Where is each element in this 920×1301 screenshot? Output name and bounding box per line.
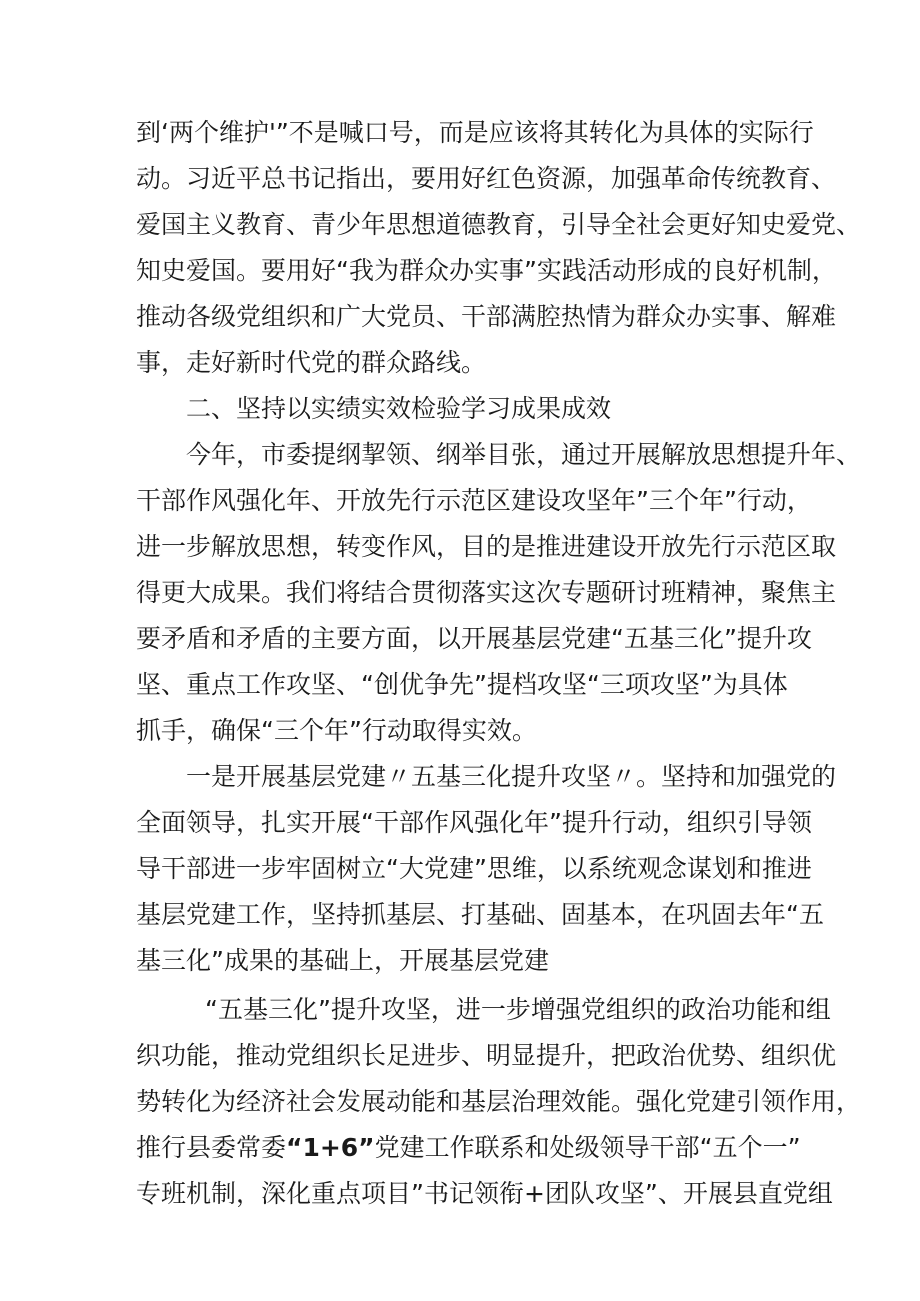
text-line-11: 得更大成果。我们将结合贯彻落实这次专题研讨班精神，聚焦主	[136, 578, 837, 607]
text-line-9: 干部作风强化年、开放先行示范区建设攻坚年”三个年”行动，	[136, 486, 812, 515]
text-line-8: 今年，市委提纲挈领、纲举目张，通过开展解放思想提升年、	[186, 440, 862, 469]
text-line-17: 导干部进一步牢固树立“大党建”思维，以系统观念谋划和推进	[136, 854, 812, 883]
text-fragment: 党建工作联系和处级领导干部“五个一”	[374, 1133, 801, 1162]
section-heading: 二、坚持以实绩实效检验学习成果成效	[186, 394, 612, 423]
text-line-21: 织功能，推动党组织长足进步、明显提升，把政治优势、组织优	[136, 1041, 837, 1070]
text-line-10: 进一步解放思想，转变作风，目的是推进建设开放先行示范区取	[136, 532, 837, 561]
text-line-15: 一是开展基层党建〃五基三化提升攻坚〃。坚持和加强党的	[186, 762, 837, 791]
text-line-12: 要矛盾和矛盾的主要方面，以开展基层党建“五基三化”提升攻	[136, 624, 812, 653]
text-line-1: 到‘两个维护'”不是喊口号，而是应该将其转化为具体的实际行	[136, 118, 814, 147]
text-line-19: 基三化”成果的基础上，开展基层党建	[136, 946, 549, 975]
text-line-5: 推动各级党组织和广大党员、干部满腔热情为群众办实事、解难	[136, 302, 837, 331]
text-line-2: 动。习近平总书记指出，要用好红色资源，加强革命传统教育、	[136, 164, 837, 193]
text-line-3: 爱国主义教育、青少年思想道德教育，引导全社会更好知史爱党、	[136, 210, 862, 239]
text-fragment: 推行县委常委	[136, 1133, 287, 1162]
text-line-22: 势转化为经济社会发展动能和基层治理效能。强化党建引领作用，	[136, 1087, 862, 1116]
emphasis-text: “1+6”	[286, 1133, 375, 1162]
text-line-20: “五基三化”提升攻坚，进一步增强党组织的政治功能和组	[205, 995, 831, 1024]
text-line-4: 知史爱国。要用好“我为群众办实事”实践活动形成的良好机制，	[136, 256, 837, 285]
text-line-14: 抓手，确保“三个年”行动取得实效。	[136, 716, 537, 745]
text-line-13: 坚、重点工作攻坚、“创优争先”提档攻坚“三项攻坚”为具体	[136, 670, 788, 699]
text-line-16: 全面领导，扎实开展“干部作风强化年”提升行动，组织引导领	[136, 808, 812, 837]
text-line-6: 事，走好新时代党的群众路线。	[136, 348, 487, 377]
text-line-24: 专班机制，深化重点项目”书记领衔+团队攻坚”、开展县直党组	[136, 1179, 833, 1208]
text-line-18: 基层党建工作，坚持抓基层、打基础、固基本，在巩固去年“五	[136, 900, 824, 929]
text-line-23	[136, 1128, 801, 1168]
